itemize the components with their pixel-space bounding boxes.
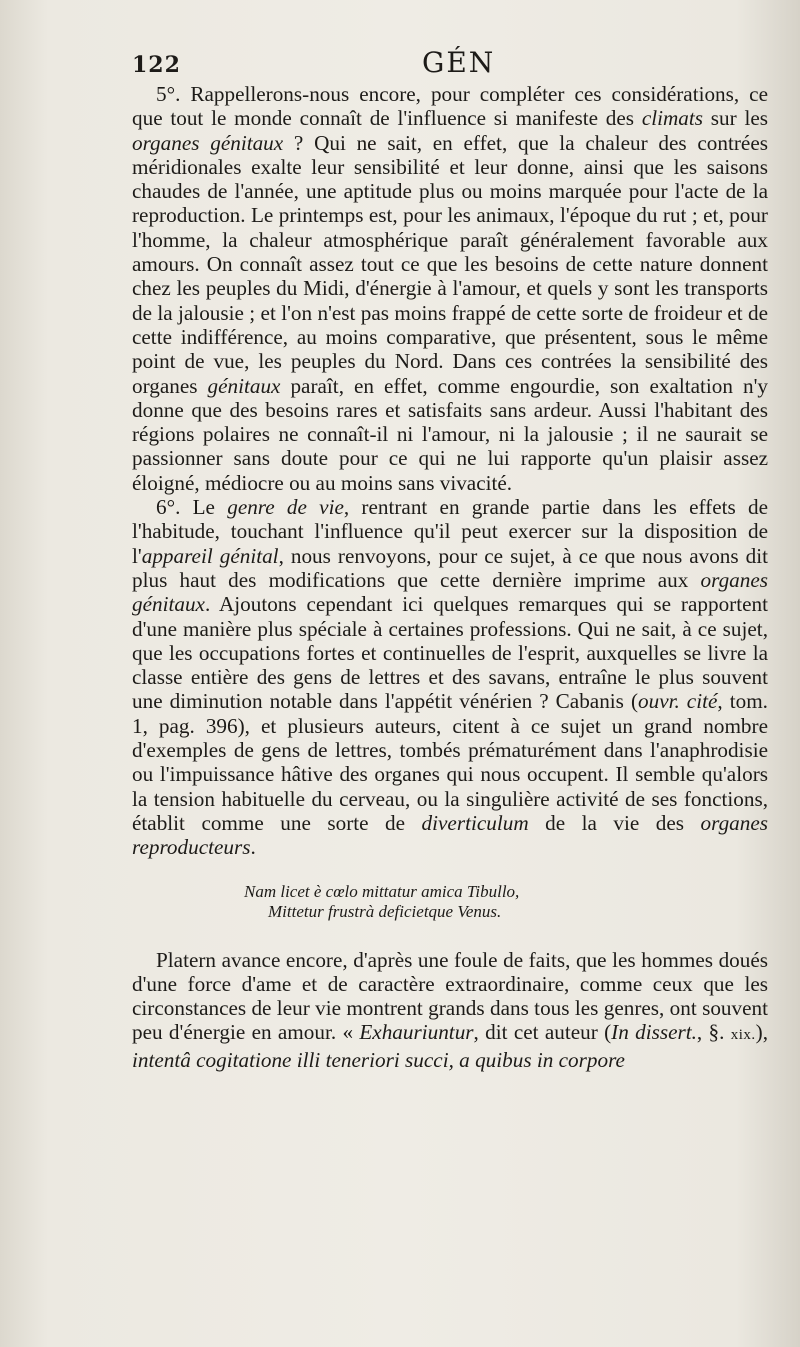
italic-term: organes génitaux	[132, 567, 768, 617]
verse-line: Mittetur frustrà deficietque Venus.	[268, 901, 502, 921]
text-run: paraît, en effet, comme engourdie, son exaltation n'y donne que des besoins rares et satisfaits sans ardeur. Aussi l'habitant des régions polaires ne connaît-il ni l'amour, ni la jalousie ; il ne saurait se passionner sans doute pour ce qui ne lui rapporte qu'un plaisir assez éloigné, médiocre ou au moins sans vivacité.	[132, 373, 768, 495]
section-number: xix.	[730, 1027, 756, 1044]
text-run: , rentrant en grande partie dans les effets de l'habitude, touchant l'influence qu'il peut exercer sur la disposition de l'	[132, 495, 768, 568]
text-run: , nous renvoyons, pour ce sujet, à ce que nous avons dit plus haut des modifications que cette dernière imprime aux	[132, 543, 768, 592]
verse-line: Nam licet è cœlo mittatur amica Tibullo,	[244, 881, 520, 901]
italic-citation: In dissert.	[611, 1020, 697, 1045]
text-run: 5°. Rappellerons-nous encore, pour compléter ces considérations, ce que tout le monde connaît de l'influence si manifeste des	[132, 82, 768, 131]
paragraph-platern	[132, 948, 768, 1072]
text-run: ? Qui ne sait, en effet, que la chaleur des contrées méridionales exalte leur sensibilité et leur donne, ainsi que les saisons chaudes de l'année, une aptitude plus ou moins marquée pour l'acte de la reproduction. Le printemps est, pour les animaux, l'époque du rut ; et, pour l'homme, la chaleur atmosphérique paraît généralement favorable aux amours. On connaît assez tout ce que les besoins de cette nature donnent chez les peuples du Midi, d'énergie à l'amour, et quels y sont les transports de la jalousie ; et l'on n'est pas moins frappé de cette sorte de froideur et de cette indifférence, au moins comparative, que présentent, sous le même point de vue, les peuples du Nord. Dans ces contrées la sensibilité des organes	[132, 130, 768, 398]
italic-term: climats	[641, 106, 704, 131]
text-run: ),	[755, 1020, 768, 1045]
page-number: 122	[132, 52, 181, 78]
italic-term: organes génitaux	[132, 130, 284, 155]
paragraph-climats	[132, 82, 768, 495]
italic-citation: ouvr. cité	[638, 689, 718, 714]
italic-term: appareil génital	[141, 543, 279, 568]
italic-term: genre de vie	[227, 495, 344, 520]
paragraph-genre-de-vie	[132, 495, 768, 859]
italic-term: organes reproducteurs	[132, 810, 768, 860]
text-run: .	[250, 835, 256, 860]
text-run: , tom. 1, pag. 396), et plusieurs auteurs, citent à ce sujet un grand nombre d'exemples de gens de lettres, tombés prématurément dans l'anaphrodisie ou l'impuissance hâtive des organes qui nous occupent. Il semble qu'alors la tension habituelle du cerveau, ou la singulière activité de ses fonctions, établit comme une sorte de	[132, 689, 768, 835]
latin-verse-quote	[132, 882, 768, 922]
text-run: Platern avance encore, d'après une foule de faits, que les hommes doués d'une force d'ame et de caractère extraordinaire, comme ceux que les circonstances de leur vie montrent grands dans tous les genres, ont souvent peu d'énergie en amour. «	[132, 947, 768, 1045]
italic-term: diverticulum	[421, 810, 529, 835]
italic-latin: Exhauriuntur	[359, 1020, 474, 1045]
text-run: 6°. Le	[156, 495, 228, 520]
text-run: sur les	[703, 106, 768, 131]
italic-term: génitaux	[207, 373, 281, 398]
text-run: , §.	[696, 1020, 731, 1045]
italic-latin: intentâ cogitatione illi teneriori succi, a quibus in corpore	[132, 1047, 625, 1072]
running-head: GÉN	[422, 46, 496, 79]
text-run: . Ajoutons cependant ici quelques remarques qui se rapportent d'une manière plus spéciale à certaines professions. Qui ne sait, à ce sujet, que les occupations fortes et continuelles de l'esprit, auxquelles se livre la classe entière des gens de lettres et des savans, entraîne le plus souvent une diminution notable dans l'appétit vénérien ? Cabanis (	[132, 592, 768, 714]
body-text	[132, 82, 768, 1072]
text-run: de la vie des	[528, 810, 701, 835]
page-header	[132, 44, 768, 84]
text-run: , dit cet auteur (	[473, 1020, 612, 1045]
